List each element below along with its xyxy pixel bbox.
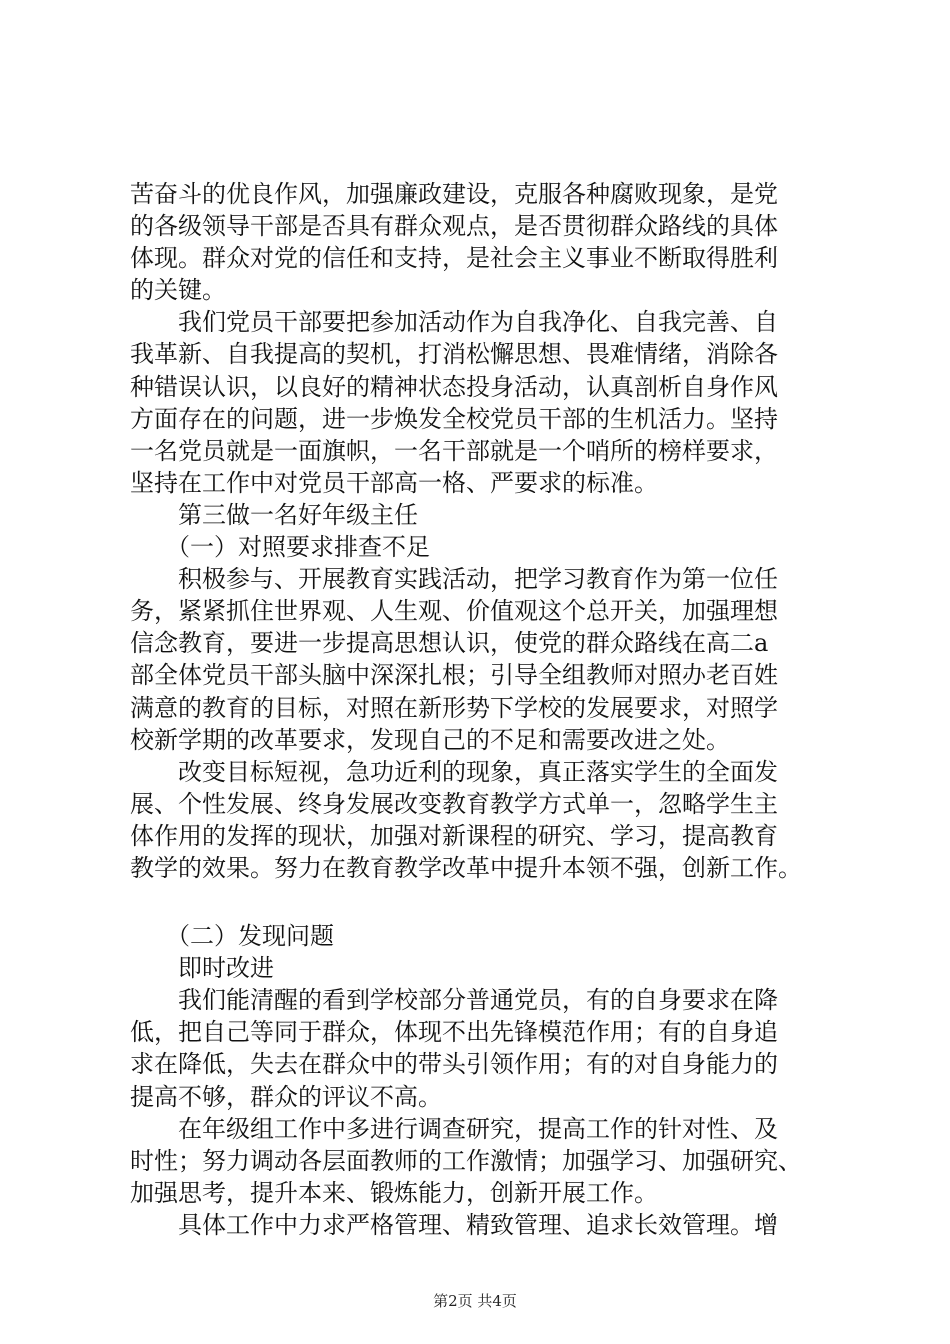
text-line: 在年级组工作中多进行调查研究，提高工作的针对性、及 [178,1114,778,1143]
text-line: 的关键。 [130,276,226,305]
text-line: 提高不够，群众的评议不高。 [130,1082,442,1111]
text-line: 时性；努力调动各层面教师的工作激情；加强学习、加强研究、 [130,1146,802,1175]
text-line: 种错误认识，以良好的精神状态投身活动，认真剖析自身作风 [130,372,778,401]
document-body [130,178,830,1241]
subsection-heading: （二）发现问题 [166,922,334,951]
text-line: 我革新、自我提高的契机，打消松懈思想、畏难情绪，消除各 [130,340,778,369]
text-line: 的各级领导干部是否具有群众观点，是否贯彻群众路线的具体 [130,212,778,241]
text-line: 信念教育，要进一步提高思想认识，使党的群众路线在高二a [130,629,769,658]
text-line: 部全体党员干部头脑中深深扎根；引导全组教师对照办老百姓 [130,661,778,690]
text-line: 满意的教育的目标，对照在新形势下学校的发展要求，对照学 [130,693,778,722]
text-line: 校新学期的改革要求，发现自己的不足和需要改进之处。 [130,725,730,754]
text-line: 务，紧紧抓住世界观、人生观、价值观这个总开关，加强理想 [130,597,778,626]
text-line: 改变目标短视，急功近利的现象，真正落实学生的全面发 [178,757,778,786]
text-line: 积极参与、开展教育实践活动，把学习教育作为第一位任 [178,565,778,594]
text-line: 坚持在工作中对党员干部高一格、严要求的标准。 [130,468,658,497]
page-number-footer: 第2页 共4页 [433,1292,517,1310]
blank-line [130,884,830,920]
text-line: 苦奋斗的优良作风，加强廉政建设，克服各种腐败现象，是党 [130,180,778,208]
text-line: 体作用的发挥的现状，加强对新课程的研究、学习，提高教育 [130,821,778,850]
text-line: 即时改进 [178,954,274,983]
text-line: 求在降低，失去在群众中的带头引领作用；有的对自身能力的 [130,1050,778,1079]
section-heading: 第三做一名好年级主任 [178,500,418,529]
text-line: 低，把自己等同于群众，体现不出先锋模范作用；有的自身追 [130,1018,778,1047]
text-line: 体现。群众对党的信任和支持，是社会主义事业不断取得胜利 [130,244,778,273]
text-line: 教学的效果。努力在教育教学改革中提升本领不强，创新工作。 [130,853,802,882]
text-line: 加强思考，提升本来、锻炼能力，创新开展工作。 [130,1178,658,1207]
text-line: 具体工作中力求严格管理、精致管理、追求长效管理。增 [178,1210,778,1239]
text-line: 我们党员干部要把参加活动作为自我净化、自我完善、自 [178,308,778,337]
text-line: 展、个性发展、终身发展改变教育教学方式单一，忽略学生主 [130,789,778,818]
text-line: 我们能清醒的看到学校部分普通党员，有的自身要求在降 [178,986,778,1015]
subsection-heading: （一）对照要求排查不足 [166,533,430,562]
text-line: 方面存在的问题，进一步焕发全校党员干部的生机活力。坚持 [130,404,778,433]
text-line: 一名党员就是一面旗帜，一名干部就是一个哨所的榜样要求， [130,436,778,465]
